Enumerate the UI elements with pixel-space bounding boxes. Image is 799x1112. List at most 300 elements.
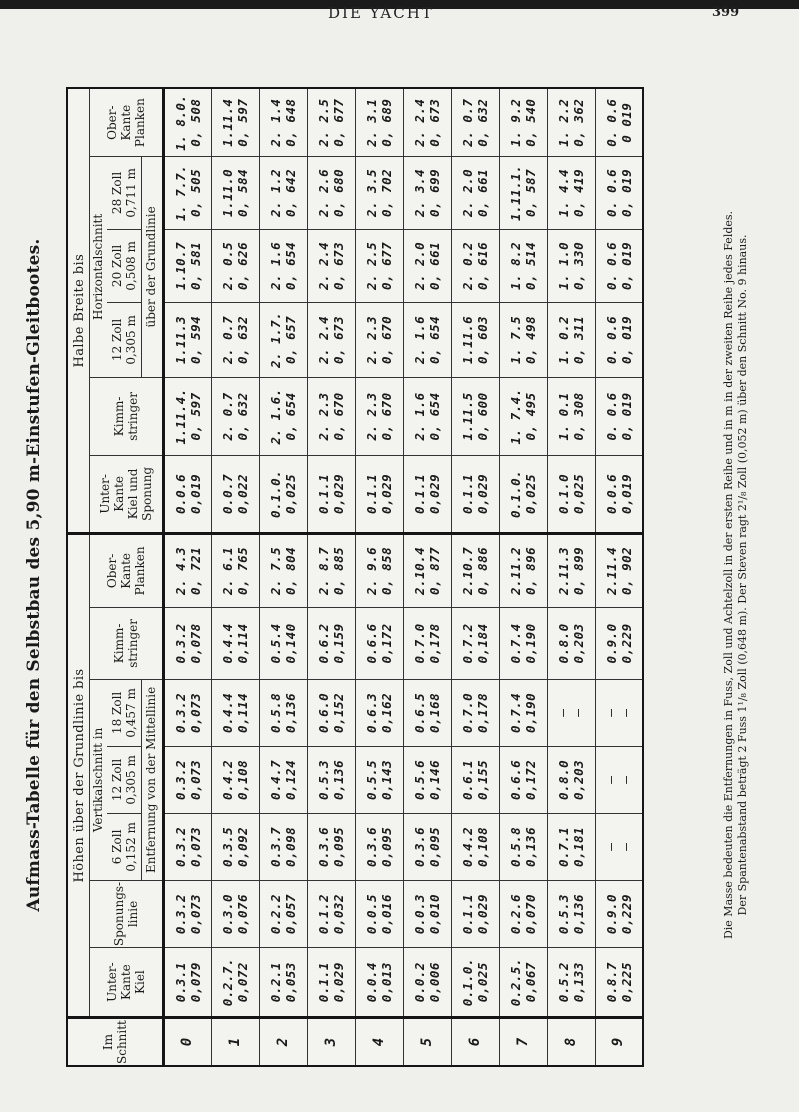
breite-cell [163, 156, 211, 229]
value-metric: 0, 661 [427, 241, 442, 290]
breite-cell [403, 377, 451, 455]
value-metric: 0, 495 [523, 392, 538, 441]
value-metric: 0,190 [523, 692, 538, 733]
hoehe-cell [355, 533, 403, 607]
value-metric: 0, 670 [379, 392, 394, 441]
header-h-col-4: 18 Zoll 0,457 m [107, 679, 141, 746]
value-imperial: 2. 0.7 [220, 392, 235, 441]
value-metric: 0,073 [187, 893, 203, 935]
value-metric: 0, 362 [571, 98, 586, 147]
value-metric: 0,019 [618, 473, 634, 514]
footnote-line-2: Der Spantenabstand beträgt 2 Fuss 1¹/₈ Zoll (0,648 m). Der Steven ragt 2¹/₈ Zoll (0,052 m) über den Schnitt No. 9 hinaus. [736, 234, 749, 916]
value-imperial: 0.4.2 [460, 826, 475, 867]
value-metric: 0,203 [571, 623, 586, 664]
value-imperial: 0.7.4 [508, 692, 523, 733]
value-metric: 0, 540 [523, 98, 538, 147]
value-imperial: 2. 2.4 [316, 241, 331, 290]
value-metric: 0, 670 [379, 315, 394, 364]
value-imperial: 0.4.7 [268, 759, 283, 800]
value-imperial: 2. 3.1 [364, 98, 379, 147]
value-metric: 0,203 [571, 759, 586, 800]
value-imperial: 0.3.2 [172, 826, 188, 867]
hoehe-cell [451, 533, 499, 607]
value-metric: – [571, 708, 586, 717]
value-imperial: 1.11.1. [508, 164, 523, 221]
table-title: Aufmass-Tabelle für den Selbstbau des 5,90 m-Einstufen-Gleitbootes. [24, 238, 44, 912]
value-imperial: 0.6.6 [364, 623, 379, 664]
header-h-col-2: 6 Zoll 0,152 m [107, 813, 141, 880]
value-metric: 0,025 [571, 473, 586, 514]
row-label: 1 [211, 1018, 259, 1066]
value-imperial: 0.7.2 [460, 623, 475, 664]
hoehe-cell [211, 746, 259, 813]
hoehe-cell [307, 880, 355, 947]
hoehe-cell [307, 533, 355, 607]
value-metric: 0,079 [187, 962, 203, 1003]
value-imperial: 0.9.0 [603, 623, 619, 664]
hoehe-cell [595, 948, 643, 1018]
value-imperial: 1. 2.2 [556, 98, 571, 147]
value-metric: 0, 673 [331, 315, 346, 364]
value-imperial: 2. 2.3 [316, 392, 331, 441]
header-hoehen-group: Höhen über der Grundlinie bis [67, 533, 89, 1017]
breite-cell [403, 229, 451, 302]
value-metric: 0, 597 [187, 392, 203, 441]
value-metric: 0, 019 [618, 241, 634, 290]
table-row [595, 88, 643, 1066]
breite-cell [163, 302, 211, 377]
value-metric: 0, 699 [427, 168, 442, 217]
row-label: 4 [355, 1018, 403, 1066]
hoehe-cell [259, 813, 307, 880]
breite-cell [451, 455, 499, 533]
value-imperial: 0. 0.6 [603, 241, 619, 290]
header-b-col-1: Kimm- stringer [89, 377, 163, 455]
value-metric: 0,029 [427, 473, 442, 514]
breite-cell [547, 377, 595, 455]
breite-cell [307, 377, 355, 455]
value-imperial: 0.0.2 [412, 962, 427, 1003]
table-row [307, 88, 355, 1066]
value-imperial: 2.11.4 [603, 546, 619, 595]
header-h-col-1: Sponungs- linie [89, 880, 163, 947]
value-metric: 0, 508 [187, 98, 203, 147]
value-metric: 0, 902 [618, 546, 634, 595]
value-metric: 0,022 [235, 473, 250, 514]
value-imperial: 2. 0.7 [460, 98, 475, 147]
value-metric: 0,025 [283, 473, 298, 514]
value-metric: 0,010 [427, 893, 442, 935]
value-metric: 0, 603 [475, 315, 490, 364]
value-metric: 0,108 [475, 826, 490, 867]
value-metric: 0, 581 [187, 241, 203, 290]
value-imperial: 0.5.8 [508, 826, 523, 867]
footnote-line-1: Die Masse bedeuten die Entfernungen in Fuss, Zoll und Achtelzoll in der ersten Reihe und in m in der zweiten Reihe jedes Feldes. [722, 210, 735, 940]
hoehe-cell [259, 679, 307, 746]
breite-cell [595, 302, 643, 377]
header-h-col-3: 12 Zoll 0,305 m [107, 746, 141, 813]
hoehe-cell [355, 679, 403, 746]
value-imperial: 0.5.6 [412, 759, 427, 800]
value-metric: 0,168 [427, 692, 442, 733]
value-metric: 0,025 [523, 473, 538, 514]
value-metric: 0, 311 [571, 315, 586, 364]
value-metric: 0, 858 [379, 546, 394, 595]
value-imperial: 0.5.5 [364, 759, 379, 800]
hoehe-cell [403, 746, 451, 813]
table-row [259, 88, 307, 1066]
breite-cell [259, 302, 307, 377]
value-metric: 0, 597 [235, 98, 250, 147]
breite-cell [259, 229, 307, 302]
value-imperial: 1. 8.0. [172, 94, 188, 151]
value-metric: 0,016 [379, 893, 394, 935]
measurement-table [66, 87, 644, 1067]
value-metric: 0,032 [331, 893, 346, 935]
value-metric: 0,162 [379, 692, 394, 733]
hoehe-cell [499, 746, 547, 813]
breite-cell [307, 302, 355, 377]
value-metric: 0, 600 [475, 392, 490, 441]
value-metric: 0,159 [331, 623, 346, 664]
breite-cell [355, 455, 403, 533]
breite-cell [499, 229, 547, 302]
hoehe-cell [259, 746, 307, 813]
row-label: 0 [163, 1018, 211, 1066]
value-imperial: 2. 0.7 [220, 315, 235, 364]
value-imperial: 0.8.0 [556, 759, 571, 800]
value-metric: 0,124 [283, 759, 298, 800]
hoehe-cell [211, 679, 259, 746]
value-metric: 0, 632 [235, 392, 250, 441]
hoehe-cell [355, 880, 403, 947]
header-h-col-0: Unter- Kante Kiel [89, 948, 163, 1018]
value-imperial: 1.11.5 [460, 392, 475, 441]
value-metric: 0, 330 [571, 241, 586, 290]
value-imperial: 0.9.0 [603, 893, 619, 935]
header-b-col-3: 20 Zoll 0,508 m [107, 229, 141, 302]
hoehe-cell [595, 746, 643, 813]
header-b-col-5: Ober- Kante Planken [89, 88, 163, 156]
value-imperial: 1.11.3 [172, 315, 188, 364]
value-metric: 0, 680 [331, 168, 346, 217]
breite-cell [547, 156, 595, 229]
value-metric: 0,114 [235, 623, 250, 664]
value-imperial: 0.0.4 [364, 962, 379, 1003]
breite-cell [163, 455, 211, 533]
value-imperial: 2. 2.6 [316, 168, 331, 217]
value-metric: 0,190 [523, 623, 538, 664]
hoehe-cell [499, 948, 547, 1018]
table-row [211, 88, 259, 1066]
value-metric: 0,057 [283, 893, 298, 935]
value-metric: 0,155 [475, 759, 490, 800]
value-metric: 0,184 [475, 623, 490, 664]
value-imperial: 2. 0.2 [460, 241, 475, 290]
value-metric: 0,108 [235, 759, 250, 800]
breite-cell [259, 156, 307, 229]
breite-cell [595, 377, 643, 455]
value-imperial: 1. 4.4 [556, 168, 571, 217]
value-imperial: 2. 9.6 [364, 546, 379, 595]
hoehe-cell [355, 746, 403, 813]
value-imperial: 0.1.1 [316, 473, 331, 514]
hoehe-cell [163, 948, 211, 1018]
header-b-col-2: 12 Zoll 0,305 m [107, 302, 141, 377]
value-metric: 0,172 [379, 623, 394, 664]
value-imperial: 1. 1.0 [556, 241, 571, 290]
hoehe-cell [355, 607, 403, 679]
hoehe-cell [163, 679, 211, 746]
value-metric: 0, 661 [475, 168, 490, 217]
hoehe-cell [403, 813, 451, 880]
header-breite-group: Halbe Breite bis [67, 88, 89, 533]
value-imperial: 2. 1.6 [412, 315, 427, 364]
hoehe-cell [547, 880, 595, 947]
hoehe-cell [499, 607, 547, 679]
value-metric: 0 019 [618, 102, 634, 143]
value-imperial: 2.10.7 [460, 546, 475, 595]
value-imperial: 2.10.4 [412, 546, 427, 595]
value-imperial: 2. 1.7. [268, 311, 283, 368]
value-metric: 0, 673 [331, 241, 346, 290]
value-metric: 0,073 [187, 692, 203, 733]
value-imperial: 1. 8.2 [508, 241, 523, 290]
breite-cell [403, 302, 451, 377]
breite-cell [451, 88, 499, 156]
value-imperial: 2. 1.6 [412, 392, 427, 441]
value-imperial: 1. 7.7. [172, 164, 188, 221]
breite-cell [547, 455, 595, 533]
value-imperial: 0.6.0 [316, 692, 331, 733]
value-imperial: 2. 2.0 [412, 241, 427, 290]
hoehe-cell [163, 813, 211, 880]
value-imperial: 1. 7.4. [508, 388, 523, 445]
value-imperial: 0.5.3 [316, 759, 331, 800]
value-imperial: 2. 3.4 [412, 168, 427, 217]
value-imperial: 0. 0.6 [603, 168, 619, 217]
row-label: 6 [451, 1018, 499, 1066]
value-imperial: 0.6.6 [508, 759, 523, 800]
value-imperial: – [556, 708, 571, 717]
header-h-col-5: Kimm- stringer [89, 607, 163, 679]
row-label: 2 [259, 1018, 307, 1066]
value-metric: 0, 702 [379, 168, 394, 217]
value-imperial: 0.3.6 [364, 826, 379, 867]
value-imperial: 0.3.2 [172, 692, 188, 733]
value-imperial: 2. 8.7 [316, 546, 331, 595]
value-metric: 0,073 [187, 759, 203, 800]
hoehe-cell [259, 948, 307, 1018]
hoehe-cell [403, 607, 451, 679]
hoehe-cell [259, 880, 307, 947]
value-metric: 0,181 [571, 826, 586, 867]
hoehe-cell [451, 813, 499, 880]
value-imperial: 0.3.5 [220, 826, 235, 867]
value-imperial: 0.6.2 [316, 623, 331, 664]
value-metric: 0, 673 [427, 98, 442, 147]
value-metric: 0,029 [331, 962, 346, 1003]
value-metric: 0, 594 [187, 315, 203, 364]
header-horizontal-group: Horizontalschnitt [89, 156, 107, 377]
row-label: 7 [499, 1018, 547, 1066]
breite-cell [307, 88, 355, 156]
breite-cell [211, 156, 259, 229]
breite-cell [451, 229, 499, 302]
value-metric: 0,019 [187, 473, 203, 514]
value-metric: 0, 670 [331, 392, 346, 441]
hoehe-cell [307, 746, 355, 813]
running-head: DIE YACHT [328, 4, 434, 22]
value-metric: 0,098 [283, 826, 298, 867]
value-imperial: 1. 0.1 [556, 392, 571, 441]
breite-cell [355, 377, 403, 455]
hoehe-cell [163, 533, 211, 607]
value-metric: 0, 654 [283, 241, 298, 290]
hoehe-cell [163, 746, 211, 813]
value-imperial: 0.1.1 [412, 473, 427, 514]
value-imperial: 2. 2.0 [460, 168, 475, 217]
breite-cell [211, 88, 259, 156]
value-metric: – [618, 842, 634, 851]
breite-cell [451, 302, 499, 377]
hoehe-cell [307, 679, 355, 746]
value-metric: 0,229 [618, 623, 634, 664]
breite-cell [595, 455, 643, 533]
value-metric: 0,095 [379, 826, 394, 867]
hoehe-cell [403, 880, 451, 947]
breite-cell [547, 302, 595, 377]
value-imperial: 0.1.0. [268, 469, 283, 518]
table-row [403, 88, 451, 1066]
value-metric: 0,006 [427, 962, 442, 1003]
value-imperial: 2.11.2 [508, 546, 523, 595]
table-row [163, 88, 211, 1066]
hoehe-cell [163, 880, 211, 947]
header-schnitt: Im Schnitt [67, 1018, 163, 1066]
value-metric: 0, 308 [571, 392, 586, 441]
value-imperial: 2. 7.5 [268, 546, 283, 595]
value-imperial: 0.0.6 [603, 473, 619, 514]
hoehe-cell [211, 880, 259, 947]
value-metric: 0, 514 [523, 241, 538, 290]
table-row [499, 88, 547, 1066]
value-imperial: 2. 1.2 [268, 168, 283, 217]
breite-cell [355, 302, 403, 377]
value-metric: 0, 657 [283, 315, 298, 364]
breite-cell [499, 455, 547, 533]
value-metric: 0,029 [331, 473, 346, 514]
hoehe-cell [211, 607, 259, 679]
value-metric: – [618, 708, 634, 717]
value-metric: 0,067 [523, 962, 538, 1003]
value-imperial: 0.5.2 [556, 962, 571, 1003]
breite-cell [163, 229, 211, 302]
value-metric: 0,136 [331, 759, 346, 800]
value-imperial: 0.7.1 [556, 826, 571, 867]
value-imperial: 0.3.6 [316, 826, 331, 867]
value-metric: 0,029 [475, 893, 490, 935]
value-metric: 0, 877 [427, 546, 442, 595]
breite-cell [355, 88, 403, 156]
value-imperial: 0.6.5 [412, 692, 427, 733]
breite-cell [307, 455, 355, 533]
value-metric: 0, 677 [379, 241, 394, 290]
value-metric: 0, 899 [571, 546, 586, 595]
value-imperial: 1.11.4. [172, 388, 188, 445]
value-imperial: 1.11.0 [220, 168, 235, 217]
value-metric: 0, 019 [618, 392, 634, 441]
page-number: 399 [712, 5, 740, 20]
value-metric: 0, 648 [283, 98, 298, 147]
hoehe-cell [595, 813, 643, 880]
value-imperial: 0.3.0 [220, 893, 235, 935]
breite-cell [211, 377, 259, 455]
value-imperial: 2. 2.3 [364, 315, 379, 364]
hoehe-cell [451, 679, 499, 746]
value-imperial: 0.5.3 [556, 893, 571, 935]
value-imperial: 0.3.2 [172, 759, 188, 800]
value-imperial: 0.7.0 [460, 692, 475, 733]
value-imperial: 0.1.1 [460, 893, 475, 935]
value-metric: 0, 626 [235, 241, 250, 290]
value-metric: 0,070 [523, 893, 538, 935]
value-metric: 0, 505 [187, 168, 203, 217]
hoehe-cell [259, 607, 307, 679]
value-imperial: 0.0.5 [364, 893, 379, 935]
value-imperial: 0.4.4 [220, 623, 235, 664]
value-imperial: 0.0.6 [172, 473, 188, 514]
breite-cell [211, 229, 259, 302]
value-metric: 0,095 [331, 826, 346, 867]
value-metric: 0,133 [571, 962, 586, 1003]
value-imperial: 0.3.2 [172, 893, 188, 935]
hoehe-cell [211, 813, 259, 880]
breite-cell [499, 377, 547, 455]
value-metric: 0,140 [283, 623, 298, 664]
breite-cell [403, 455, 451, 533]
value-imperial: – [603, 775, 619, 784]
hoehe-cell [547, 948, 595, 1018]
value-imperial: 2.11.3 [556, 546, 571, 595]
hoehe-cell [595, 607, 643, 679]
value-imperial: 0.8.7 [603, 962, 619, 1003]
hoehe-cell [595, 679, 643, 746]
breite-cell [547, 229, 595, 302]
value-metric: 0,114 [235, 692, 250, 733]
value-metric: – [618, 775, 634, 784]
breite-cell [259, 455, 307, 533]
breite-cell [211, 455, 259, 533]
breite-cell [259, 377, 307, 455]
value-imperial: 0.4.2 [220, 759, 235, 800]
hoehe-cell [307, 607, 355, 679]
value-metric: 0,152 [331, 692, 346, 733]
value-metric: 0,072 [235, 962, 250, 1003]
value-imperial: 2. 2.3 [364, 392, 379, 441]
value-imperial: 0.2.2 [268, 893, 283, 935]
value-imperial: 0.1.0. [460, 958, 475, 1007]
value-imperial: 0. 0.6 [603, 315, 619, 364]
value-imperial: 0.6.1 [460, 759, 475, 800]
value-metric: 0, 677 [331, 98, 346, 147]
hoehe-cell [451, 746, 499, 813]
breite-cell [211, 302, 259, 377]
value-metric: 0, 804 [283, 546, 298, 595]
value-imperial: 2. 1.6 [268, 241, 283, 290]
value-imperial: 0.3.7 [268, 826, 283, 867]
value-imperial: 0.7.4 [508, 623, 523, 664]
